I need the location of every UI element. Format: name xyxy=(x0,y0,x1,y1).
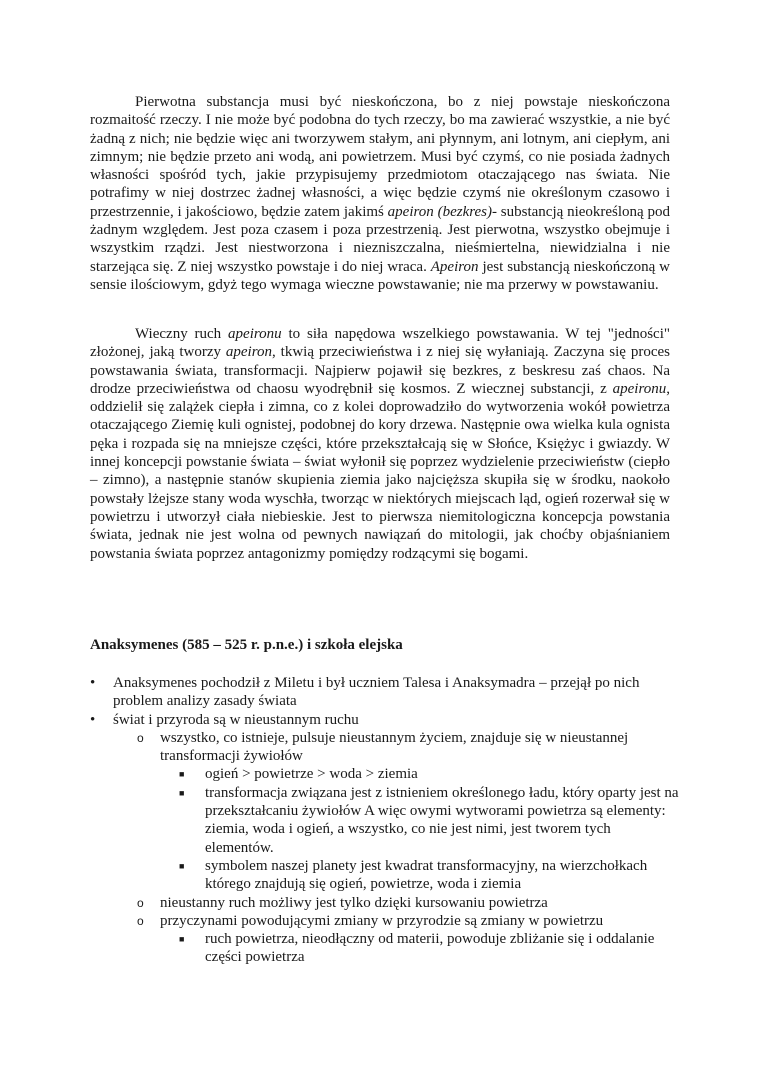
list-item: ■ ruch powietrza, nieodłączny od materii, powoduje zbliżanie się i oddalanie części powietrza xyxy=(179,931,655,966)
list-item: ■ symbolem naszej planety jest kwadrat transformacyjny, na wierzchołkach którego znajdują się ogień, powietrze, woda i ziemia xyxy=(179,857,648,893)
list-item: • Anaksymenes pochodził z Miletu i był uczniem Talesa i Anaksymadra – przejął po nich problem analizy zasady świata xyxy=(90,675,640,710)
square-bullet-icon: ■ xyxy=(179,769,185,780)
list-item: • świat i przyroda są w nieustannym ruchu xyxy=(90,711,359,728)
list-item: o wszystko, co istnieje, pulsuje nieustannym życiem, znajduje się w nieustannej transformacji żywiołów xyxy=(137,729,629,765)
bullet-icon: • xyxy=(90,675,96,691)
list-item: ■ transformacja związana jest z istnieniem określonego ładu, który oparty jest na przekształcaniu żywiołów A więc owymi wytworami powietrza są elementy: ziemia, woda i ogień, a wszystko, co nie jest nimi, jest tworem tych elementów. xyxy=(179,784,679,856)
bullet-list xyxy=(90,674,680,967)
paragraph-apeiron-motion: Wieczny ruch apeironu to siła napędowa wszelkiego powstawania. W tej "jedności" złożonej, jaką tworzy apeiron, tkwią przeciwieństwa i z niej się wyłaniają. Zaczyna się proces powstawania świata, transformacji. Najpierw pojawił się bezkres, z beskresu zaś chaos. Na drodze przeciwieństwa od chaosu wyodrębnił się kosmos. Z wiecznej substancji, z apeironu, oddzielił się zalążek ciepła i zimna, co z kolei doprowadziło do wytworzenia wokół powietrza otaczającego Ziemię kuli ognistej, podobnej do kory drzewa. Następnie owa wielka kula ognista pęka i rozpada się na mniejsze części, które przekształcają się w Słońce, Księżyc i gwiazdy. W innej koncepcji powstanie świata – świat wyłonił się poprzez wydzielenie przeciwieństw (ciepło – zimno), a następnie stanów skupienia ziemia jako najcięższa skupiła się w środku, naokoło powstały lżejsze stany woda wyschła, tworząc w niektórych miejscach ląd, ogień rozerwał się w powietrzu i utworzył ciała niebieskie. Jest to pierwsza niemitologiczna koncepcja powstania świata, jednak nie jest wolna od pewnych nawiązań do mitologii, jak choćby objaśnianiem powstania świata poprzez antagonizmy pomiędzy rodzącymi się bogami. xyxy=(90,326,670,562)
square-bullet-icon: ■ xyxy=(179,934,185,945)
list-item: o nieustanny ruch możliwy jest tylko dzięki kursowaniu powietrza xyxy=(137,894,548,911)
circle-bullet-icon: o xyxy=(137,895,144,910)
circle-bullet-icon: o xyxy=(137,913,144,928)
list-item: o przyczynami powodującymi zmiany w przyrodzie są zmiany w powietrzu xyxy=(137,912,604,929)
bullet-icon: • xyxy=(90,711,96,728)
section-heading: Anaksymenes (585 – 525 r. p.n.e.) i szkoła elejska xyxy=(90,637,403,653)
square-bullet-icon: ■ xyxy=(179,787,185,798)
circle-bullet-icon: o xyxy=(137,730,144,745)
list-item: ■ ogień > powietrze > woda > ziemia xyxy=(179,766,418,783)
paragraph-apeiron-substance: Pierwotna substancja musi być nieskończona, bo z niej powstaje nieskończona rozmaitość rzeczy. I nie może być podobna do tych rzeczy, bo ma zawierać wszystkie, a nie być żadną z nich; nie będzie więc ani tworzywem stałym, ani płynnym, ani lotnym, ani ciepłym, ani zimnym; nie będzie przeto ani wodą, ani powietrzem. Musi być czymś, co nie posiada żadnych własności spośród tych, jakie przypisujemy przedmiotom otaczającego nas świata. Nie potrafimy w niej dostrzec żadnej własności, a więc będzie czymś nie określonym czasowo i przestrzennie, i jakościowo, będzie zatem jakimś apeiron (bezkres)- substancją nieokreśloną pod żadnym względem. Jest poza czasem i poza przestrzenią. Jest pierwotna, wszystko obejmuje i wszystkim rządzi. Jest niestworzona i niezniszczalna, nieśmiertelna, niewidzialna i nie starzejąca się. Z niej wszystko powstaje i do niej wraca. Apeiron jest substancją nieskończoną w sensie ilościowym, gdyż tego wymaga wieczne powstawanie; nie ma przerwy w powstawaniu. xyxy=(90,94,671,293)
square-bullet-icon: ■ xyxy=(179,860,185,871)
